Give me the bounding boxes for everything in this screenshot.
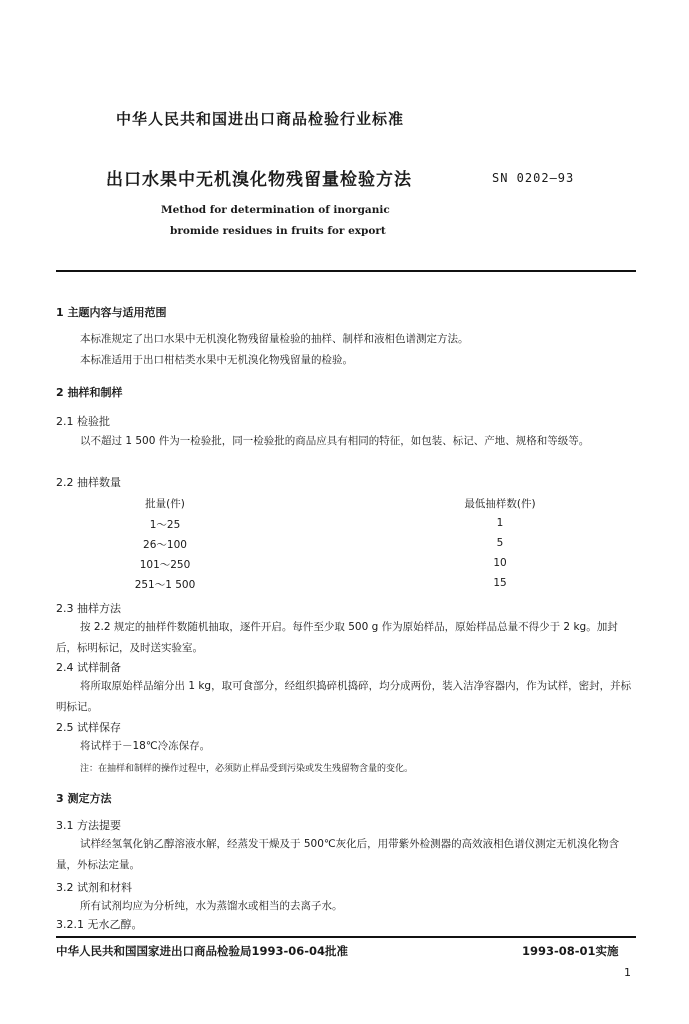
table-cell: 251～1 500 <box>134 579 196 591</box>
table-cell: 10 <box>493 557 507 569</box>
section-2-5-heading: 2.5 试样保存 <box>56 721 121 734</box>
section-1-paragraph-1: 本标准规定了出口水果中无机溴化物残留量检验的抽样、制样和液相色谱测定方法。 <box>80 333 469 345</box>
table-header-min-samples: 最低抽样数(件) <box>464 498 536 510</box>
section-3-2-paragraph: 所有试剂均应为分析纯，水为蒸馏水或相当的去离子水。 <box>80 900 343 912</box>
section-3-2-heading: 3.2 试剂和材料 <box>56 881 132 894</box>
section-3-1-paragraph: 试样经氢氧化钠乙醇溶液水解，经蒸发干燥及于 500℃灰化后，用带紫外检测器的高效液相色谱仪测定无机溴化物含量，外标法定量。 <box>56 838 620 871</box>
issuer-heading: 中华人民共和国进出口商品检验行业标准 <box>116 110 405 128</box>
section-3-1-heading: 3.1 方法提要 <box>56 819 121 832</box>
section-2-3-paragraph: 按 2.2 规定的抽样件数随机抽取，逐件开启。每件至少取 500 g 作为原始样品，原始样品总量不得少于 2 kg。加封后，标明标记，及时送实验室。 <box>56 621 618 654</box>
table-cell: 26～100 <box>143 539 187 551</box>
section-2-3-heading: 2.3 抽样方法 <box>56 602 121 615</box>
standard-code: SN 0202—93 <box>492 171 575 185</box>
section-1-heading: 1 主题内容与适用范围 <box>56 306 167 319</box>
section-2-1-heading: 2.1 检验批 <box>56 415 110 428</box>
section-2-heading: 2 抽样和制样 <box>56 386 123 399</box>
table-cell: 15 <box>493 577 507 589</box>
table-cell: 5 <box>496 537 504 549</box>
english-title-line2: bromide residues in fruits for export <box>170 225 386 237</box>
section-2-4-heading: 2.4 试样制备 <box>56 661 121 674</box>
document-title: 出口水果中无机溴化物残留量检验方法 <box>106 170 412 190</box>
effective-date: 1993-08-01实施 <box>522 944 619 958</box>
table-cell: 1 <box>496 517 504 529</box>
section-3-2-1-item: 3.2.1 无水乙醇。 <box>56 918 143 931</box>
table-header-batch: 批量(件) <box>145 498 185 510</box>
section-2-note: 注：在抽样和制样的操作过程中，必须防止样品受到污染或发生残留物含量的变化。 <box>80 764 414 774</box>
header-rule <box>56 270 636 272</box>
footer-rule <box>56 936 636 938</box>
section-2-5-paragraph: 将试样于－18℃冷冻保存。 <box>80 740 211 752</box>
section-2-1-paragraph: 以不超过 1 500 件为一检验批，同一检验批的商品应具有相同的特征，如包装、标记、产地、规格和等级等。 <box>80 435 590 447</box>
section-3-heading: 3 测定方法 <box>56 792 112 805</box>
table-cell: 1～25 <box>149 519 181 531</box>
section-2-4-paragraph: 将所取原始样品缩分出 1 kg，取可食部分，经组织捣碎机捣碎，均分成两份，装入洁净容器内，作为试样，密封，并标明标记。 <box>56 680 632 713</box>
approval-line: 中华人民共和国国家进出口商品检验局1993-06-04批准 <box>56 944 349 958</box>
section-2-2-heading: 2.2 抽样数量 <box>56 476 121 489</box>
english-title-line1: Method for determination of inorganic <box>161 204 390 216</box>
table-cell: 101～250 <box>139 559 191 571</box>
page-number: 1 <box>624 966 631 979</box>
section-1-paragraph-2: 本标准适用于出口柑桔类水果中无机溴化物残留量的检验。 <box>80 354 353 366</box>
